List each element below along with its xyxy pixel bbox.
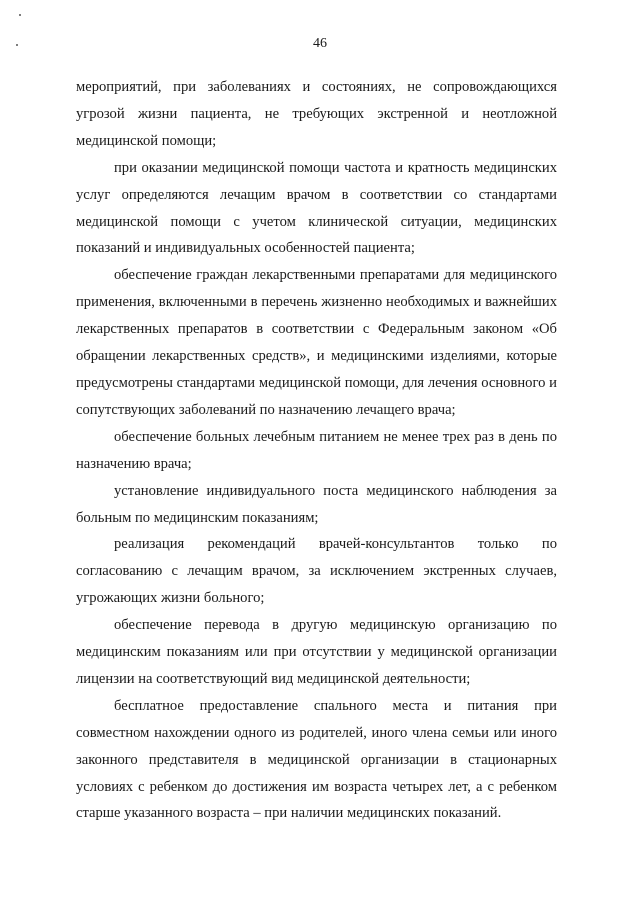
- paragraph-continuation: мероприятий, при заболеваниях и состояниях, не сопровождающихся угрозой жизни пациента, не требующих экстренной и неотложной медицинской помощи;: [76, 79, 557, 149]
- paragraph-individual-post: установление индивидуального поста медицинского наблюдения за больным по медицинским показаниям;: [76, 482, 557, 526]
- document-body: [76, 74, 557, 827]
- scan-speck: [19, 14, 21, 16]
- paragraph-patient-transfer: обеспечение перевода в другую медицинскую организацию по медицинским показаниям или при отсутствии у медицинской организации лицензии на соответствующий вид медицинской деятельности;: [76, 617, 557, 687]
- paragraph-consultant-recommendations: реализация рекомендаций врачей-консультантов только по согласованию с лечащим врачом, за исключением экстренных случаев, угрожающих жизни больного;: [76, 536, 557, 607]
- paragraph-therapeutic-nutrition: обеспечение больных лечебным питанием не менее трех раз в день по назначению врача;: [76, 428, 557, 472]
- page-number: 46: [313, 36, 327, 51]
- paragraph-parent-accommodation: бесплатное предоставление спального места и питания при совместном нахождении одного из родителей, иного члена семьи или иного законного представителя в медицинской организации в стационарных условиях с ребенком до достижения им возраста четырех лет, а с ребенком старше указанного возраста – при наличии медицинских показаний.: [76, 697, 557, 822]
- paragraph-frequency-of-services: при оказании медицинской помощи частота и кратность медицинских услуг определяются лечащим врачом в соответствии со стандартами медицинской помощи с учетом клинической ситуации, медицинских показаний и индивидуальных особенностей пациента;: [76, 159, 557, 257]
- paragraph-drug-provision: обеспечение граждан лекарственными препаратами для медицинского применения, включенными в перечень жизненно необходимых и важнейших лекарственных препаратов в соответствии с Федеральным законом «Об обращении лекарственных средств», и медицинскими изделиями, которые предусмотрены стандартами медицинской помощи, для лечения основного и сопутствующих заболеваний по назначению лечащего врача;: [76, 267, 557, 418]
